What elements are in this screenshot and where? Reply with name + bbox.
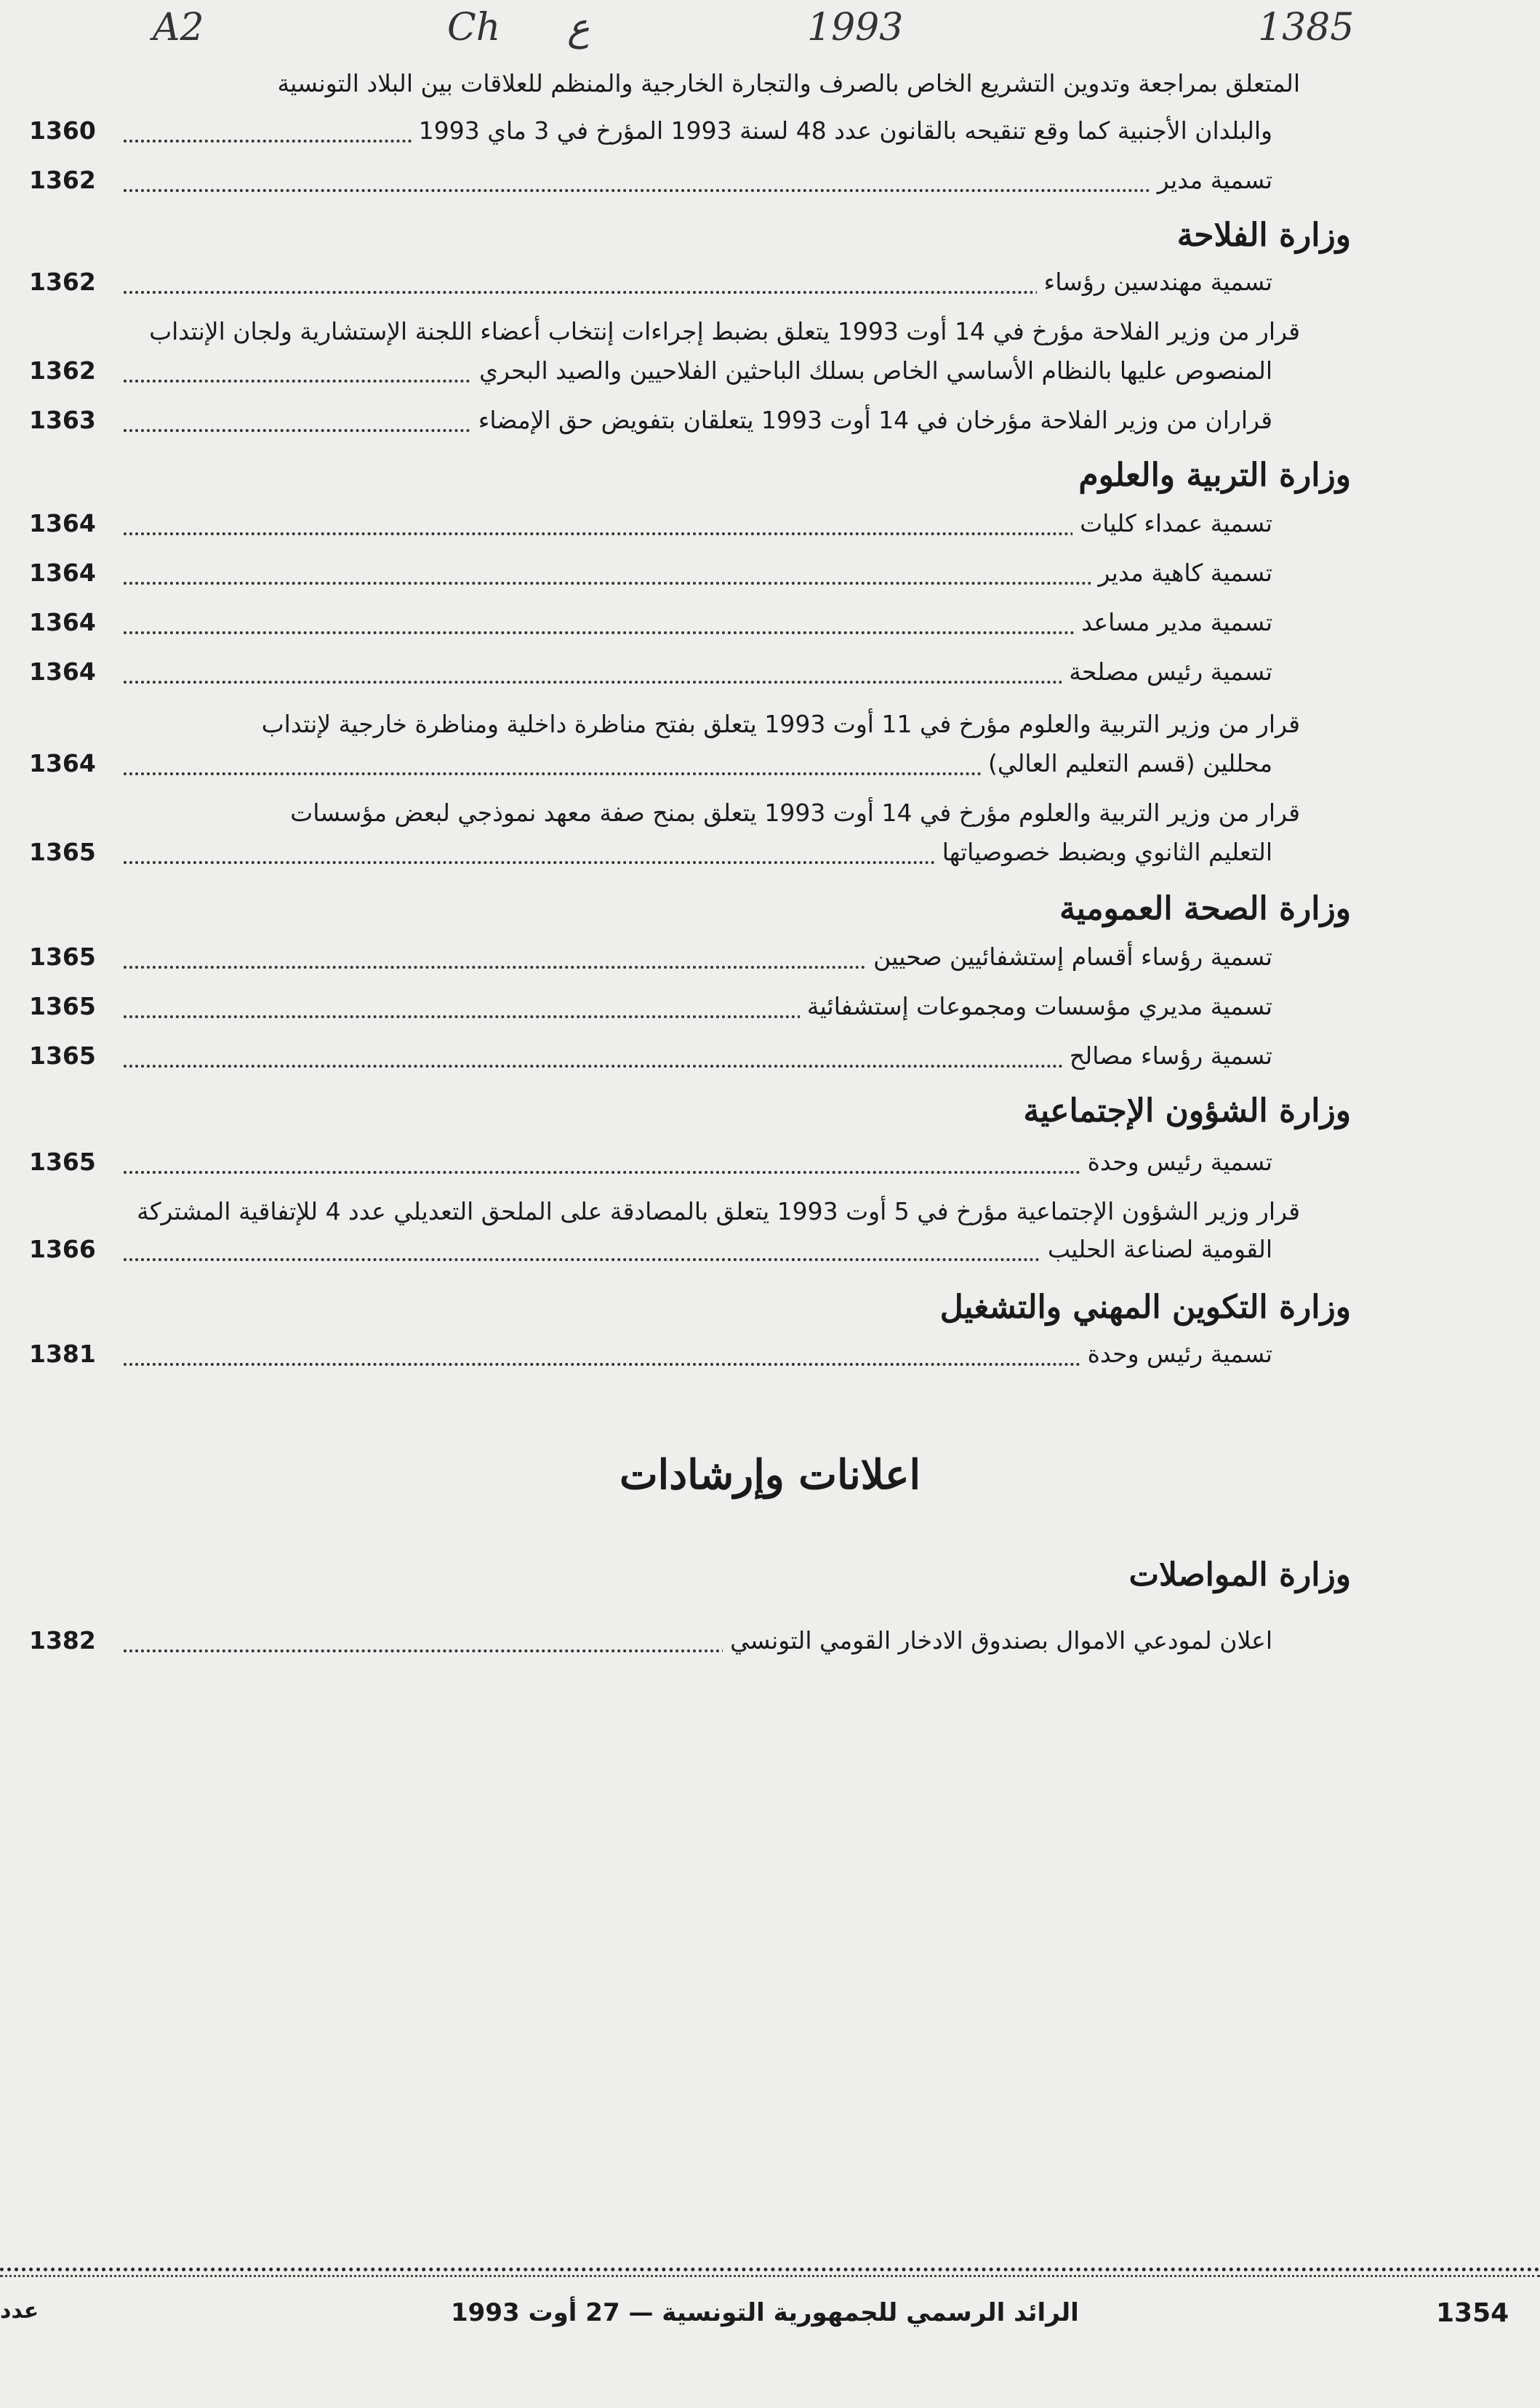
entry-text: تسمية مدير مساعد xyxy=(1074,608,1272,636)
page-number: 1365 xyxy=(29,1148,96,1176)
entry-text: المنصوص عليها بالنظام الأساسي الخاص بسلك الباحثين الفلاحيين والصيد البحري xyxy=(472,356,1272,385)
toc-entry xyxy=(29,943,1323,986)
toc-entry xyxy=(29,268,1323,311)
page-number: 1382 xyxy=(29,1626,96,1655)
page-number: 1364 xyxy=(29,559,96,587)
entry-text: محللين (قسم التعليم العالي) xyxy=(981,749,1272,777)
toc-entry xyxy=(29,356,1323,400)
toc-entry xyxy=(29,608,1323,652)
section-heading: وزارة المواصلات xyxy=(1128,1556,1351,1593)
toc-entry xyxy=(29,116,1323,160)
entry-text: التعليم الثانوي وبضبط خصوصياتها xyxy=(935,838,1272,866)
entry-text-line: قرار من وزير التربية والعلوم مؤرخ في 11 أوت 1993 يتعلق بفتح مناظرة داخلية ومناظرة خارجية لإنتداب xyxy=(261,710,1300,738)
toc-entry xyxy=(29,406,1323,449)
page-number: 1364 xyxy=(29,749,96,777)
handwritten-note: ع xyxy=(567,6,590,49)
toc-entry xyxy=(29,657,1323,701)
entry-text: اعلان لمودعي الاموال بصندوق الادخار القومي التونسي xyxy=(723,1626,1272,1655)
entry-text: تسمية عمداء كليات xyxy=(1072,509,1272,537)
footer-page-number: 1354 xyxy=(1436,2298,1509,2328)
page-number: 1381 xyxy=(29,1340,96,1368)
section-heading: وزارة التربية والعلوم xyxy=(1078,457,1351,494)
section-heading: وزارة التكوين المهني والتشغيل xyxy=(939,1289,1351,1326)
page-number: 1365 xyxy=(29,1041,96,1070)
main-section-title: اعلانات وإرشادات xyxy=(619,1451,921,1499)
entry-text-line: قرار من وزير التربية والعلوم مؤرخ في 14 أوت 1993 يتعلق بمنح صفة معهد نموذجي لبعض مؤسسات xyxy=(290,799,1300,827)
page-number: 1363 xyxy=(29,406,96,434)
toc-entry xyxy=(29,749,1323,793)
entry-text: تسمية مهندسين رؤساء xyxy=(1037,268,1272,296)
entry-text: تسمية رئيس مصلحة xyxy=(1062,657,1272,686)
page-number: 1362 xyxy=(29,268,96,296)
page-number: 1365 xyxy=(29,838,96,866)
page-number: 1365 xyxy=(29,992,96,1020)
entry-text: تسمية رؤساء مصالح xyxy=(1062,1041,1272,1070)
page-number: 1364 xyxy=(29,509,96,537)
section-heading: وزارة الفلاحة xyxy=(1176,217,1351,254)
toc-entry xyxy=(29,838,1323,881)
toc-entry xyxy=(29,1041,1323,1085)
page-number: 1360 xyxy=(29,116,96,145)
toc-entry xyxy=(29,1626,1323,1670)
page-number: 1365 xyxy=(29,943,96,971)
toc-entry xyxy=(29,559,1323,602)
entry-text: تسمية رئيس وحدة xyxy=(1080,1148,1272,1176)
handwritten-note: 1385 xyxy=(1258,6,1355,49)
page-number: 1362 xyxy=(29,356,96,385)
entry-text: والبلدان الأجنبية كما وقع تنقيحه بالقانون عدد 48 لسنة 1993 المؤرخ في 3 ماي 1993 xyxy=(412,116,1272,145)
footer-divider xyxy=(0,2275,1540,2277)
page-number: 1362 xyxy=(29,166,96,194)
toc-entry xyxy=(29,1148,1323,1191)
section-heading: وزارة الشؤون الإجتماعية xyxy=(1023,1092,1351,1129)
handwritten-note: 1993 xyxy=(807,6,904,49)
entry-text-line: المتعلق بمراجعة وتدوين التشريع الخاص بالصرف والتجارة الخارجية والمنظم للعلاقات بين البلاد التونسية xyxy=(277,69,1300,97)
page-number: 1364 xyxy=(29,657,96,686)
toc-entry xyxy=(29,992,1323,1036)
footer-title: الرائد الرسمي للجمهورية التونسية — 27 أوت 1993 xyxy=(451,2298,1079,2327)
footer-edge-text: عدد xyxy=(0,2298,39,2324)
entry-text-line: قرار من وزير الفلاحة مؤرخ في 14 أوت 1993 يتعلق بضبط إجراءات إنتخاب أعضاء اللجنة الإستشارية ولجان الإنتداب xyxy=(149,317,1300,345)
page-number: 1366 xyxy=(29,1235,96,1263)
entry-text: قراران من وزير الفلاحة مؤرخان في 14 أوت 1993 يتعلقان بتفويض حق الإمضاء xyxy=(471,406,1272,434)
leader-dots xyxy=(124,189,1272,192)
entry-text-line: قرار وزير الشؤون الإجتماعية مؤرخ في 5 أوت 1993 يتعلق بالمصادقة على الملحق التعديلي عدد 4 للإتفاقية المشتركة xyxy=(137,1197,1300,1225)
page-number: 1364 xyxy=(29,608,96,636)
entry-text: تسمية رئيس وحدة xyxy=(1080,1340,1272,1368)
entry-text: تسمية مدير xyxy=(1150,166,1272,194)
entry-text: تسمية رؤساء أقسام إستشفائيين صحيين xyxy=(866,943,1272,971)
toc-entry xyxy=(29,1340,1323,1383)
toc-entry xyxy=(29,1235,1323,1279)
handwritten-note: A2 xyxy=(153,6,204,49)
entry-text: تسمية مديري مؤسسات ومجموعات إستشفائية xyxy=(800,992,1272,1020)
handwritten-note: Ch xyxy=(447,6,501,49)
toc-entry xyxy=(29,166,1323,209)
section-heading: وزارة الصحة العمومية xyxy=(1059,890,1351,927)
toc-entry xyxy=(29,509,1323,553)
entry-text: تسمية كاهية مدير xyxy=(1091,559,1272,587)
footer-divider xyxy=(0,2268,1540,2271)
entry-text: القومية لصناعة الحليب xyxy=(1040,1235,1272,1263)
